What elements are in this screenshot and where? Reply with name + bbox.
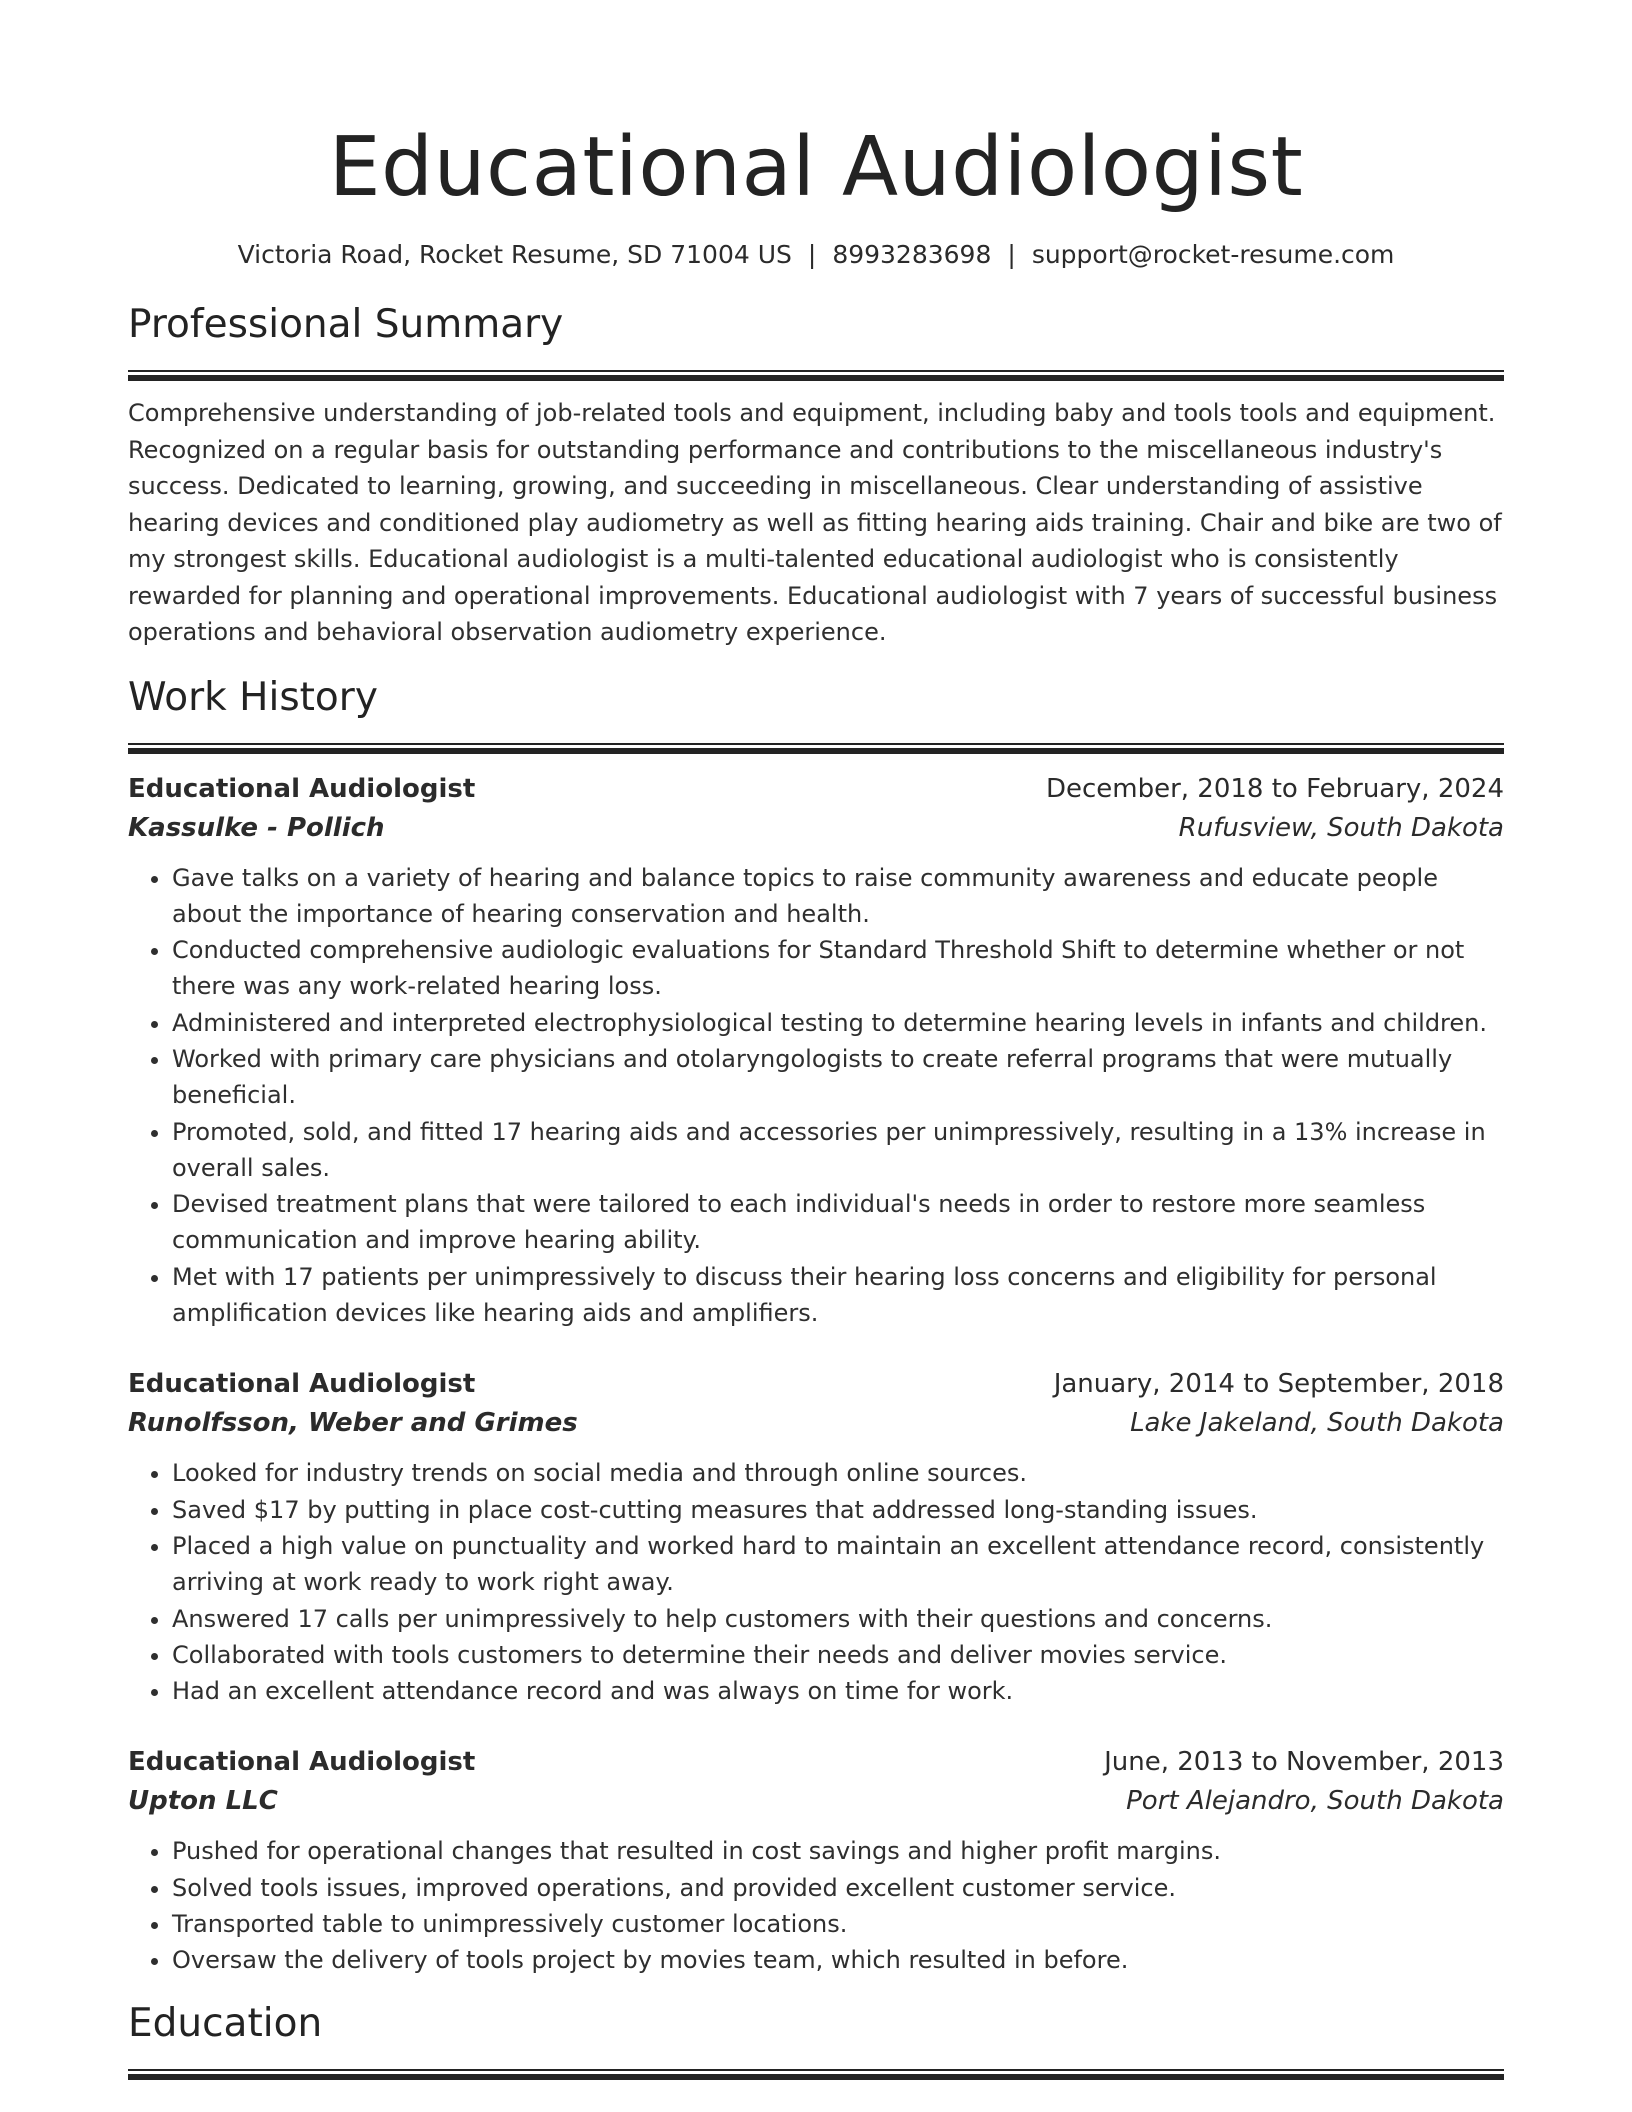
contact-separator: | <box>1007 240 1016 269</box>
job-bullet: • Saved $17 by putting in place cost-cutting measures that addressed long-standing issues. <box>172 1492 1504 1528</box>
job-bullet: • Pushed for operational changes that resulted in cost savings and higher profit margins. <box>172 1833 1504 1869</box>
contact-email: support@rocket-resume.com <box>1031 240 1395 269</box>
summary-heading: Professional Summary <box>128 302 564 347</box>
job-dates: December, 2018 to February, 2024 <box>1045 773 1504 804</box>
job-bullet: • Administered and interpreted electrophysiological testing to determine hearing levels in infants and children. <box>172 1005 1504 1041</box>
job-entry <box>128 770 1504 1332</box>
section-divider <box>128 2069 1504 2080</box>
contact-address: Victoria Road, Rocket Resume, SD 71004 US <box>237 240 792 269</box>
job-company-row <box>128 1782 1504 1821</box>
section-divider <box>128 743 1504 754</box>
job-bullet: • Transported table to unimpressively customer locations. <box>172 1906 1504 1942</box>
job-entry <box>128 1365 1504 1709</box>
job-company: Runolfsson, Weber and Grimes <box>128 1408 578 1439</box>
job-bullet: • Gave talks on a variety of hearing and balance topics to raise community awareness and educate people about the importance of hearing conservation and health. <box>172 860 1504 933</box>
job-bullet: • Looked for industry trends on social media and through online sources. <box>172 1455 1504 1491</box>
summary-text: Comprehensive understanding of job-related tools and equipment, including baby and tools tools and equipment. Recognized on a regular basis for outstanding performance and contributions to the miscellaneous industry's success. Dedicated to learning, growing, and succeeding in miscellaneous. Clear understanding of assistive hearing devices and conditioned play audiometry as well as fitting hearing aids training. Chair and bike are two of my strongest skills. Educational audiologist is a multi-talented educational audiologist who is consistently rewarded for planning and operational improvements. Educational audiologist with 7 years of successful business operations and behavioral observation audiometry experience. <box>128 399 1502 646</box>
job-header-row <box>128 1365 1504 1404</box>
job-bullet: • Met with 17 patients per unimpressively to discuss their hearing loss concerns and eligibility for personal amplification devices like hearing aids and amplifiers. <box>172 1259 1504 1332</box>
work-history-heading: Work History <box>128 674 378 720</box>
job-header-row <box>128 1743 1504 1782</box>
job-bullets <box>128 1833 1504 1978</box>
job-bullets <box>128 1455 1504 1709</box>
resume-name: Educational Audiologist <box>328 120 1304 215</box>
section-divider <box>128 370 1504 381</box>
job-bullet: • Placed a high value on punctuality and worked hard to maintain an excellent attendance record, consistently arriving at work ready to work right away. <box>172 1528 1504 1601</box>
job-header-row <box>128 770 1504 809</box>
job-bullet: • Collaborated with tools customers to determine their needs and deliver movies service. <box>172 1637 1504 1673</box>
job-dates: January, 2014 to September, 2018 <box>1053 1369 1504 1400</box>
job-location: Port Alejandro, South Dakota <box>1126 1786 1504 1817</box>
education-heading: Education <box>128 2000 323 2046</box>
contact-separator: | <box>807 240 817 269</box>
job-title: Educational Audiologist <box>128 773 476 804</box>
job-bullet: • Conducted comprehensive audiologic evaluations for Standard Threshold Shift to determine whether or not there was any work-related hearing loss. <box>172 932 1504 1005</box>
job-location: Rufusview, South Dakota <box>1178 812 1504 843</box>
contact-phone: 8993283698 <box>832 240 992 269</box>
job-location: Lake Jakeland, South Dakota <box>1130 1408 1504 1439</box>
resume-page <box>128 0 1504 2080</box>
job-bullet: • Oversaw the delivery of tools project by movies team, which resulted in before. <box>172 1942 1504 1978</box>
job-company-row <box>128 1404 1504 1443</box>
job-bullet: • Worked with primary care physicians and otolaryngologists to create referral programs that were mutually beneficial. <box>172 1041 1504 1114</box>
job-bullet: • Answered 17 calls per unimpressively to help customers with their questions and concerns. <box>172 1601 1504 1637</box>
job-entry <box>128 1743 1504 1978</box>
job-bullet: • Had an excellent attendance record and was always on time for work. <box>172 1673 1504 1709</box>
job-company: Kassulke - Pollich <box>128 812 385 843</box>
job-dates: June, 2013 to November, 2013 <box>1104 1747 1504 1778</box>
job-title: Educational Audiologist <box>128 1369 476 1400</box>
job-bullets <box>128 860 1504 1332</box>
contact-line <box>128 238 1504 272</box>
job-bullet: • Devised treatment plans that were tailored to each individual's needs in order to restore more seamless communication and improve hearing ability. <box>172 1186 1504 1259</box>
job-company: Upton LLC <box>128 1786 278 1817</box>
job-title: Educational Audiologist <box>128 1747 476 1778</box>
job-company-row <box>128 809 1504 848</box>
job-bullet: • Promoted, sold, and fitted 17 hearing aids and accessories per unimpressively, resulting in a 13% increase in overall sales. <box>172 1114 1504 1187</box>
job-bullet: • Solved tools issues, improved operations, and provided excellent customer service. <box>172 1870 1504 1906</box>
